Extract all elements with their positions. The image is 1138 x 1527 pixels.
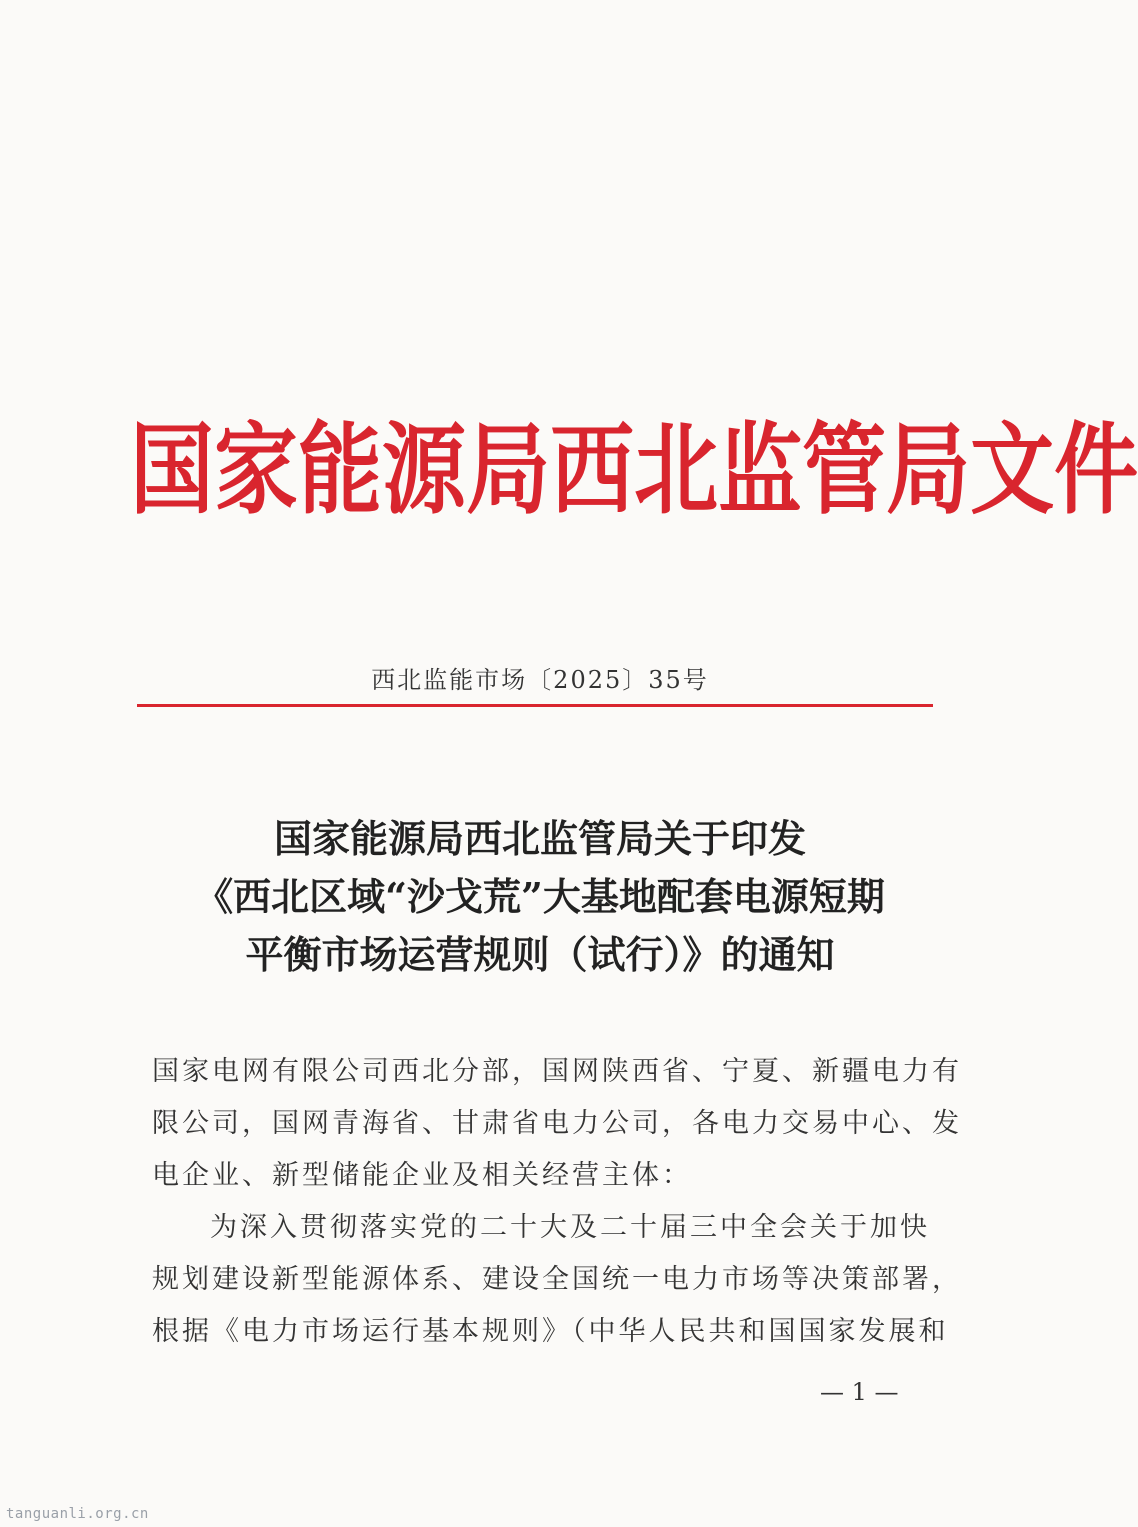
issuer-header-char: 西 (550, 411, 635, 528)
recipients-line-2: 限公司，国网青海省、甘肃省电力公司，各电力交易中心、发 (152, 1108, 962, 1139)
issuer-header-char: 源 (382, 411, 467, 528)
issuer-header-char: 能 (298, 411, 383, 528)
recipients-line-3: 电企业、新型储能企业及相关经营主体： (152, 1160, 692, 1191)
issuer-header-char: 局 (886, 411, 971, 528)
title-line-2: 《西北区域“沙戈荒”大基地配套电源短期 (195, 874, 885, 919)
red-divider-line (137, 704, 933, 707)
issuer-header-char: 监 (718, 411, 803, 528)
page-number: — 1 — (820, 1378, 899, 1406)
issuer-header-char: 件 (1054, 411, 1138, 528)
paragraph-1-line-2: 规划建设新型能源体系、建设全国统一电力市场等决策部署， (152, 1264, 962, 1295)
issuer-header (130, 399, 1138, 541)
issuer-header-char: 文 (970, 411, 1055, 528)
recipients-line-1: 国家电网有限公司西北分部，国网陕西省、宁夏、新疆电力有 (152, 1056, 962, 1087)
watermark: tanguanli.org.cn (6, 1506, 149, 1522)
document-number: 西北监能市场〔2025〕35号 (371, 666, 709, 694)
issuer-header-char: 北 (634, 411, 719, 528)
title-line-3: 平衡市场运营规则（试行）》的通知 (245, 932, 835, 977)
title-line-1: 国家能源局西北监管局关于印发 (273, 816, 806, 861)
document-body (152, 1046, 962, 1358)
paragraph-1-line-1: 为深入贯彻落实党的二十大及二十届三中全会关于加快 (210, 1212, 930, 1243)
issuer-header-char: 国 (130, 411, 215, 528)
paragraph-1-line-3: 根据《电力市场运行基本规则》（中华人民共和国国家发展和 (152, 1316, 949, 1347)
issuer-header-char: 局 (466, 411, 551, 528)
document-title (140, 810, 940, 984)
issuer-header-char: 管 (802, 411, 887, 528)
issuer-header-char: 家 (214, 411, 299, 528)
